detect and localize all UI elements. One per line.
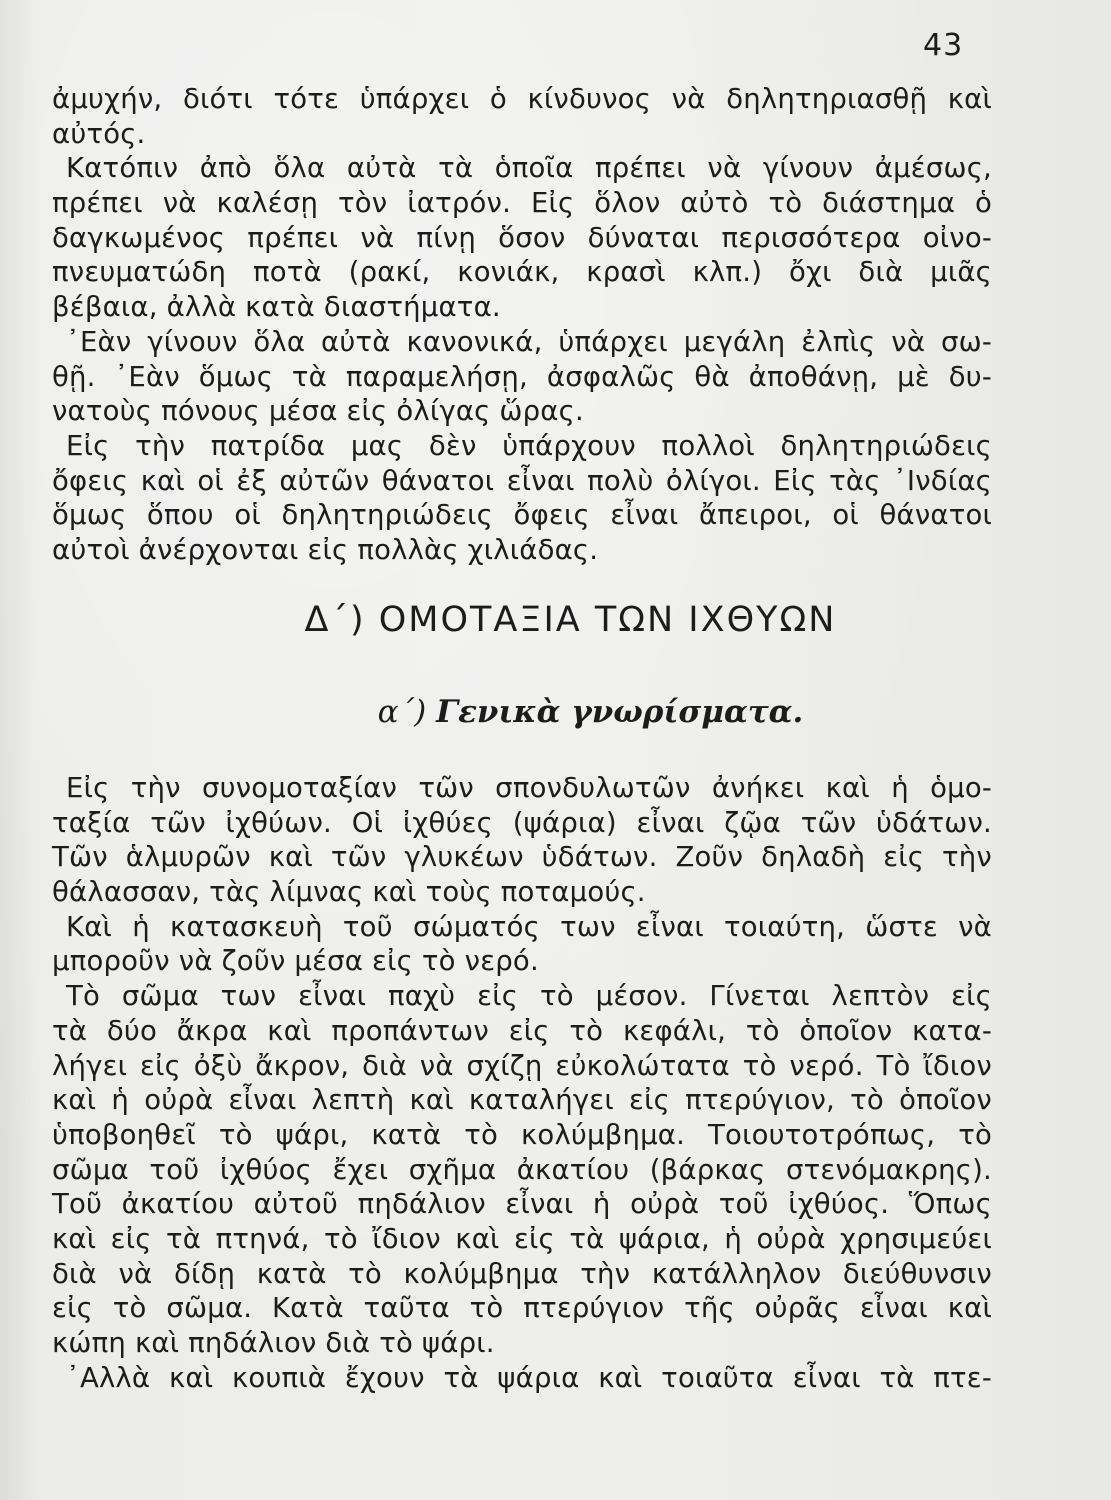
text-line: διὰ νὰ δίδῃ κατὰ τὸ κολύμβημα τὴν κατάλληλον διεύθυνσιν [52, 1257, 992, 1290]
text-line: αὐτός. [52, 117, 146, 150]
text-block-fish [52, 771, 992, 1395]
text-line: θάλασσαν, τὰς λίμνας καὶ τοὺς ποταμούς. [52, 876, 646, 909]
text-line: πνευματώδη ποτὰ (ρακί, κονιάκ, κρασὶ κλπ.) ὄχι διὰ μιᾶς [52, 256, 992, 289]
text-line: Τὸ σῶμα των εἶναι παχὺ εἰς τὸ μέσον. Γίνεται λεπτὸν εἰς [66, 980, 992, 1013]
subsection-label: α΄) [377, 694, 427, 730]
text-line: νατοὺς πόνους μέσα εἰς ὀλίγας ὥρας. [52, 395, 584, 428]
text-line: Τῶν ἁλμυρῶν καὶ τῶν γλυκέων ὑδάτων. Ζοῦν δηλαδὴ εἰς τὴν [52, 841, 992, 874]
text-line: βέβαια, ἀλλὰ κατὰ διαστήματα. [52, 291, 501, 324]
text-line: ταξία τῶν ἰχθύων. Οἱ ἰχθύες (ψάρια) εἶναι ζῷα τῶν ὑδάτων. [52, 806, 992, 839]
text-line: ἀμυχήν, διότι τότε ὑπάρχει ὁ κίνδυνος νὰ δηλητηριασθῇ καὶ [52, 83, 992, 115]
subsection-title: Γενικὰ γνωρίσματα. [436, 694, 804, 730]
text-line: ὄφεις καὶ οἱ ἐξ αὐτῶν θάνατοι εἶναι πολὺ ὀλίγοι. Εἰς τὰς ᾿Ινδίας [52, 464, 992, 497]
text-line: κώπη καὶ πηδάλιον διὰ τὸ ψάρι. [52, 1327, 495, 1359]
text-line: ᾿Εὰν γίνουν ὅλα αὐτὰ κανονικά, ὑπάρχει μεγάλη ἐλπὶς νὰ σω- [66, 325, 992, 358]
text-line: Εἰς τὴν πατρίδα μας δὲν ὑπάρχουν πολλοὶ δηλητηριώδεις [66, 429, 992, 462]
page-number: 43 [923, 28, 964, 63]
text-line: ὅμως ὅπου οἱ δηλητηριώδεις ὄφεις εἶναι ἄπειροι, οἱ θάνατοι [52, 499, 992, 532]
text-line: λήγει εἰς ὀξὺ ἄκρον, διὰ νὰ σχίζῃ εὐκολώτατα τὸ νερό. Τὸ ἴδιον [52, 1049, 992, 1082]
text-line: Καὶ ἡ κατασκευὴ τοῦ σώματός των εἶναι τοιαύτη, ὥστε νὰ [66, 910, 992, 943]
text-line: καὶ ἡ οὐρὰ εἶναι λεπτὴ καὶ καταλήγει εἰς πτερύγιον, τὸ ὁποῖον [52, 1084, 992, 1117]
text-line: ὑποβοηθεῖ τὸ ψάρι, κατὰ τὸ κολύμβημα. Τοιουτοτρόπως, τὸ [52, 1118, 992, 1151]
text-line: δαγκωμένος πρέπει νὰ πίνῃ ὅσον δύναται περισσότερα οἰνο- [52, 221, 992, 254]
text-line: θῇ. ᾿Εὰν ὅμως τὰ παραμελήσῃ, ἀσφαλῶς θὰ ἀποθάνῃ, μὲ δυ- [52, 360, 992, 393]
text-line: πρέπει νὰ καλέσῃ τὸν ἰατρόν. Εἰς ὅλον αὐτὸ τὸ διάστημα ὁ [52, 187, 992, 220]
text-line: μποροῦν νὰ ζοῦν μέσα εἰς τὸ νερό. [52, 945, 539, 978]
text-line: σῶμα τοῦ ἰχθύος ἔχει σχῆμα ἀκατίου (βάρκας στενόμακρης). [52, 1153, 992, 1186]
text-line: Εἰς τὴν συνομοταξίαν τῶν σπονδυλωτῶν ἀνήκει καὶ ἡ ὁμο- [66, 772, 992, 804]
text-line: αὐτοὶ ἀνέρχονται εἰς πολλὰς χιλιάδας. [52, 533, 599, 566]
text-line: Τοῦ ἀκατίου αὐτοῦ πηδάλιον εἶναι ἡ οὐρὰ τοῦ ἰχθύος. Ὅπως [52, 1188, 992, 1221]
text-block-snake-bites [52, 82, 992, 568]
text-line: εἰς τὸ σῶμα. Κατὰ ταῦτα τὸ πτερύγιον τῆς οὐρᾶς εἶναι καὶ [52, 1292, 992, 1325]
text-line: Κατόπιν ἀπὸ ὅλα αὐτὰ τὰ ὁποῖα πρέπει νὰ γίνουν ἀμέσως, [66, 152, 992, 185]
text-line: τὰ δύο ἄκρα καὶ προπάντων εἰς τὸ κεφάλι, τὸ ὁποῖον κατα- [52, 1014, 992, 1047]
text-line: καὶ εἰς τὰ πτηνά, τὸ ἴδιον καὶ εἰς τὰ ψάρια, ἡ οὐρὰ χρησιμεύει [52, 1222, 992, 1255]
section-heading: Δ΄) ΟΜΟΤΑΞΙΑ ΤΩΝ ΙΧΘΥΩΝ [304, 600, 837, 640]
text-line: ᾿Αλλὰ καὶ κουπιὰ ἔχουν τὰ ψάρια καὶ τοιαῦτα εἶναι τὰ πτε- [66, 1361, 992, 1394]
subsection-heading [0, 694, 1111, 730]
